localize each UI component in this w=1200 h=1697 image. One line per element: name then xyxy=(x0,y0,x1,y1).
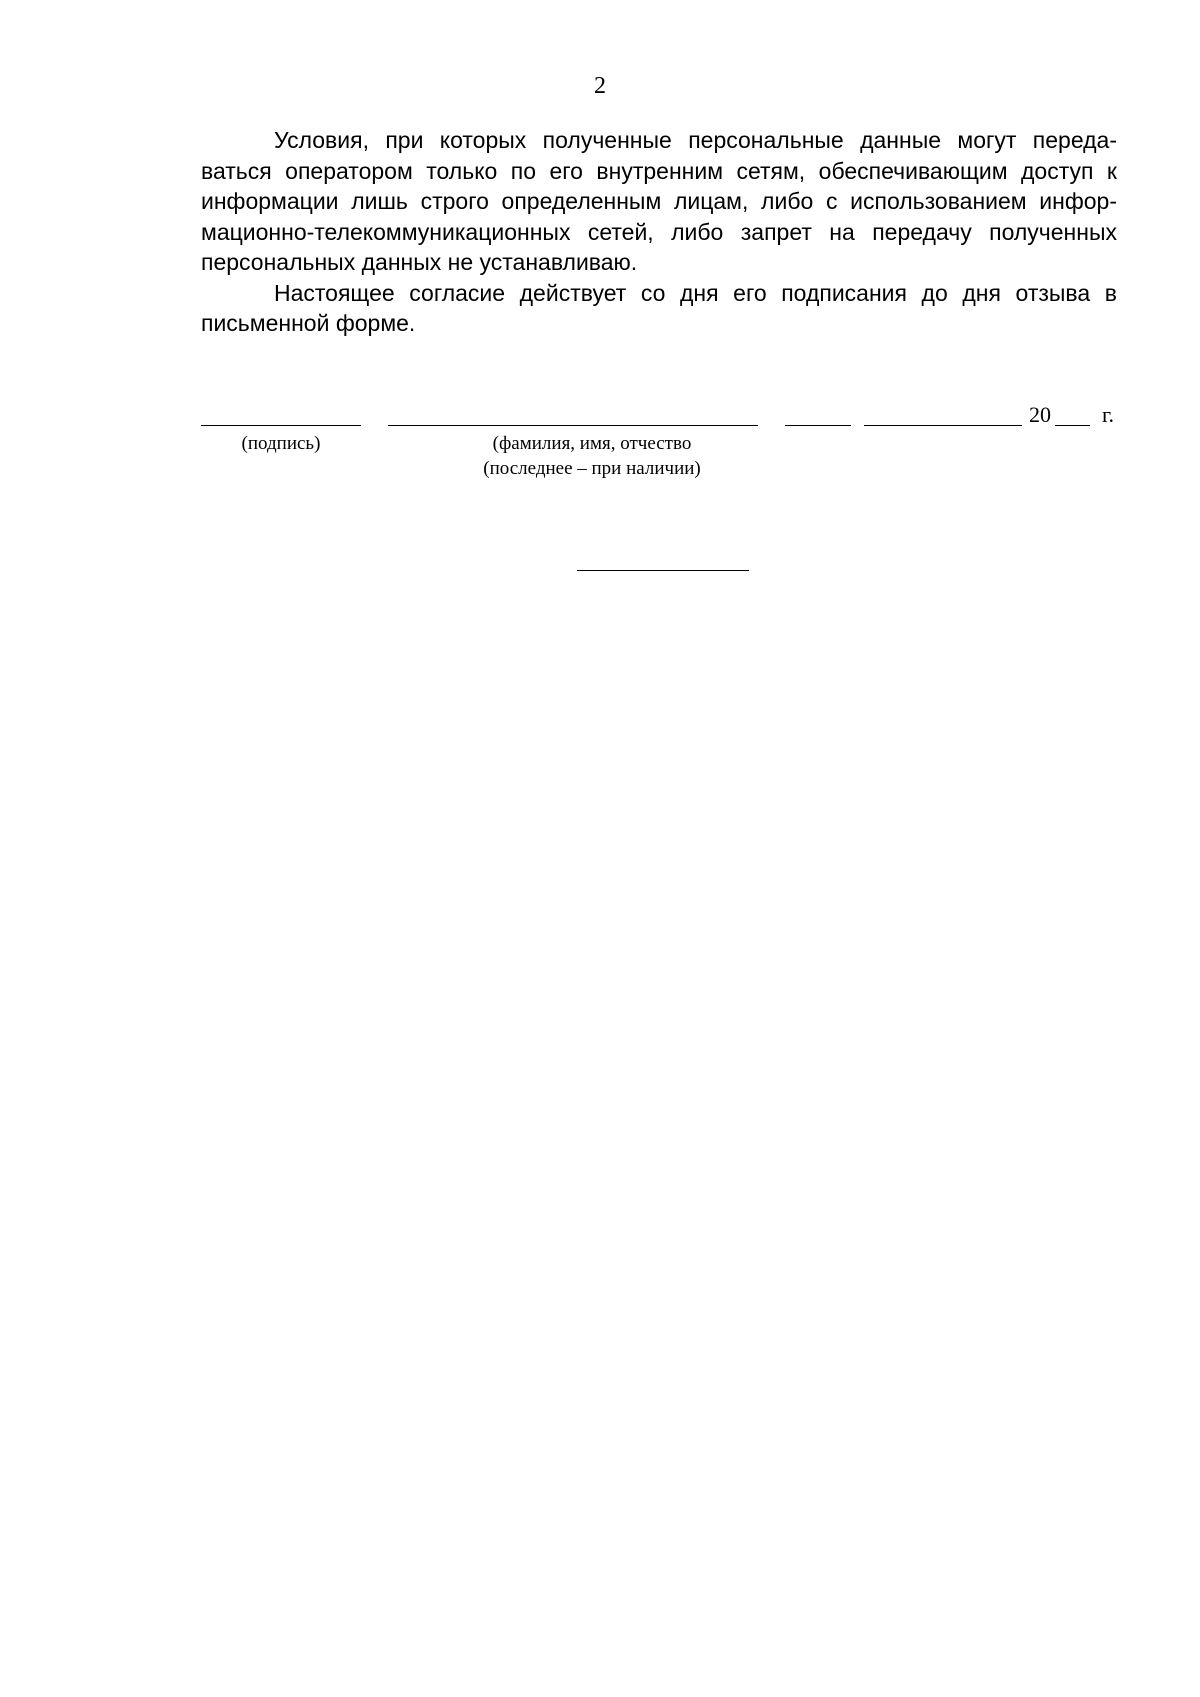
year-line[interactable] xyxy=(1055,425,1090,426)
signature-caption: (подпись) xyxy=(241,433,321,454)
paragraph-transfer-conditions: Условия, при которых полученные персональные данные могут переда-ваться оператором только по его внутренним сетям, обеспечивающим доступ к информации лишь строго определенным лицам, либо с использованием инфор-мационно-телекоммуникационных сетей, либо запрет на передачу полученных персональных данных не устанавливаю. xyxy=(201,127,1117,275)
page-number: 2 xyxy=(594,73,606,99)
year-suffix: г. xyxy=(1102,402,1115,427)
month-line[interactable] xyxy=(864,425,1022,426)
full-name-caption: (фамилия, имя, отчество xyxy=(492,433,692,454)
day-line[interactable] xyxy=(785,425,851,426)
end-of-document-divider xyxy=(577,570,749,571)
paragraph-validity: Настоящее согласие действует со дня его подписания до дня отзыва в письменной форме. xyxy=(201,279,1117,336)
full-name-line[interactable] xyxy=(388,425,758,426)
consent-text xyxy=(201,125,1117,339)
full-name-caption-note: (последнее – при наличии) xyxy=(483,458,701,479)
signature-line[interactable] xyxy=(201,425,361,426)
year-prefix: 20 xyxy=(1029,402,1051,427)
